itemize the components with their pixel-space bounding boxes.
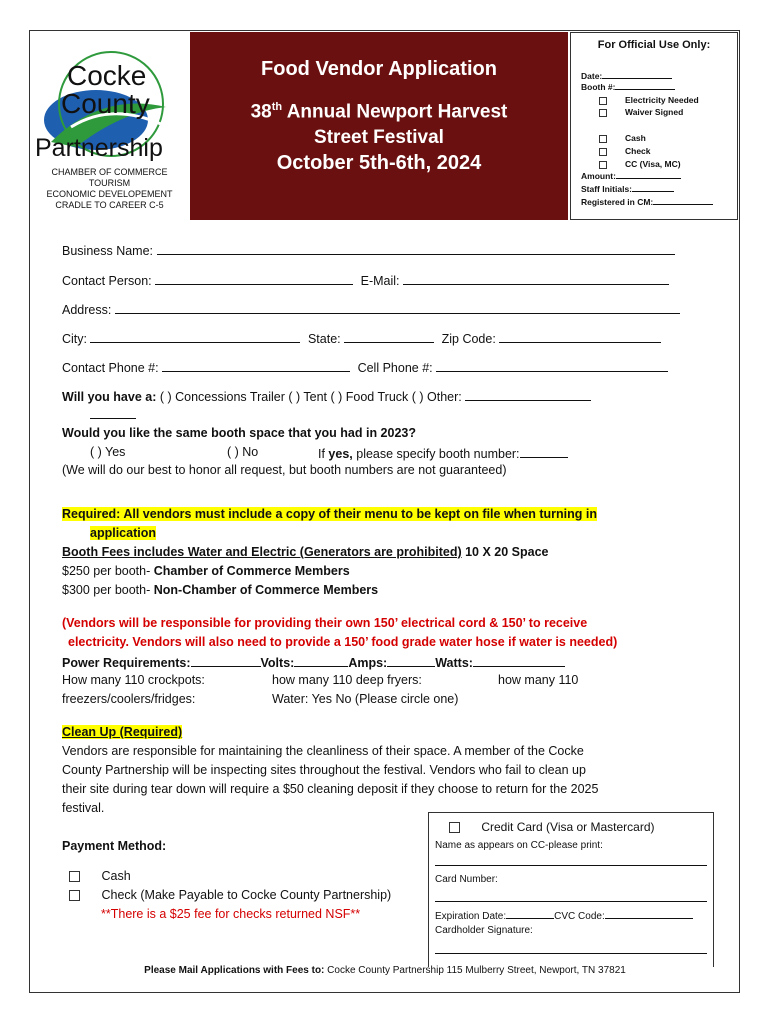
cell-phone-field[interactable] <box>436 357 668 372</box>
vendor-type-row <box>62 386 591 404</box>
other-field-cont[interactable] <box>90 406 136 419</box>
credit-card-box <box>428 812 714 967</box>
official-cc: CC (Visa, MC) <box>599 159 681 169</box>
cleanup-line-1: Vendors are responsible for maintaining the cleanliness of their space. A member of the Cocke <box>62 744 584 758</box>
pay-check-checkbox[interactable] <box>69 890 80 901</box>
booth-number-field[interactable] <box>520 445 568 458</box>
pay-cash-row <box>69 869 131 883</box>
edition-number: 38 <box>250 101 272 123</box>
watts-field[interactable] <box>473 654 565 667</box>
edition-line2: Street Festival <box>314 127 444 149</box>
city-row <box>62 328 661 346</box>
official-cash: Cash <box>599 133 646 143</box>
phone-row <box>62 357 668 375</box>
official-date: Date: <box>581 71 672 81</box>
howmany-label: how many 110 <box>498 673 579 687</box>
booth-number-row <box>318 445 568 461</box>
if-text: If <box>318 447 329 461</box>
logo-partnership: Partnership <box>35 134 163 162</box>
cleanup-heading: Clean Up (Required) <box>62 725 183 739</box>
expiry-label: Expiration Date: <box>435 911 507 922</box>
contact-phone-field[interactable] <box>162 357 350 372</box>
address-field[interactable] <box>115 299 680 314</box>
mail-footer-address: Cocke County Partnership 115 Mulberry Street, Newport, TN 37821 <box>327 965 626 976</box>
festival-name <box>190 94 568 151</box>
official-heading: For Official Use Only: <box>597 39 711 51</box>
other-continuation <box>90 406 136 422</box>
vendor-type-label: Will you have a: <box>62 390 157 404</box>
zip-field[interactable] <box>499 328 661 343</box>
zip-label: Zip Code: <box>441 332 496 346</box>
expiry-field[interactable] <box>506 908 554 919</box>
fee-non-chamber: $300 per booth- Non-Chamber of Commerce Members <box>62 583 379 597</box>
festival-dates: October 5th-6th, 2024 <box>276 152 482 174</box>
cell-phone-label: Cell Phone #: <box>357 361 433 375</box>
state-field[interactable] <box>344 328 434 343</box>
email-label: E-Mail: <box>360 274 400 288</box>
freezers-label: freezers/coolers/fridges: <box>62 692 196 706</box>
business-name-row <box>62 240 675 258</box>
power-field[interactable] <box>191 654 261 667</box>
cvc-label: CVC Code: <box>554 911 605 922</box>
pay-cash-label: Cash <box>101 869 131 883</box>
payment-heading: Payment Method: <box>62 839 167 853</box>
card-number-field[interactable] <box>435 901 707 902</box>
address-row <box>62 299 680 317</box>
edition-text: Annual Newport Harvest <box>282 101 508 123</box>
contact-person-label: Contact Person: <box>62 274 152 288</box>
official-amount: Amount: <box>581 171 681 181</box>
fee-chamber: $250 per booth- Chamber of Commerce Members <box>62 564 350 578</box>
logo-sub-3: ECONOMIC DEVELOPEMENT <box>46 189 173 199</box>
nsf-notice: **There is a $25 fee for checks returned NSF** <box>101 907 361 921</box>
logo-sub-4: CRADLE TO CAREER C-5 <box>55 200 164 210</box>
cc-name-field[interactable] <box>435 865 707 866</box>
menu-requirement: Required: All vendors must include a copy of their menu to be kept on file when turning in <box>62 507 597 521</box>
signature-label: Cardholder Signature: <box>435 925 533 936</box>
state-label: State: <box>307 332 341 346</box>
form-title: Food Vendor Application <box>261 58 497 80</box>
contact-person-field[interactable] <box>155 270 353 285</box>
email-field[interactable] <box>403 270 669 285</box>
honor-note: (We will do our best to honor all request, but booth numbers are not guaranteed) <box>62 463 507 477</box>
pay-cash-checkbox[interactable] <box>69 871 80 882</box>
same-booth-yes[interactable]: ( ) Yes <box>90 445 126 459</box>
logo <box>31 32 188 220</box>
contact-phone-label: Contact Phone #: <box>62 361 159 375</box>
cleanup-line-3: their site during tear down will require a $50 cleaning deposit if they choose to return for the 2025 <box>62 782 599 796</box>
city-field[interactable] <box>90 328 300 343</box>
power-row: Power Requirements: Volts: Amps: Watts: <box>62 654 565 670</box>
cleanup-line-4: festival. <box>62 801 105 815</box>
pay-check-label: Check (Make Payable to Cocke County Partnership) <box>101 888 392 902</box>
official-staff: Staff Initials: <box>581 184 674 194</box>
edition-suffix: th <box>271 101 283 113</box>
official-electricity: Electricity Needed <box>599 95 699 105</box>
expiry-row <box>435 908 693 922</box>
cord-notice-2: electricity. Vendors will also need to provide a 150’ food grade water hose if water is needed) <box>68 635 618 649</box>
other-field[interactable] <box>465 386 591 401</box>
pay-credit-row <box>449 820 655 834</box>
if-yes-text: yes, <box>328 447 353 461</box>
official-booth: Booth #: <box>581 82 675 92</box>
crockpots-label: How many 110 crockpots: <box>62 673 205 687</box>
card-number-label: Card Number: <box>435 874 498 885</box>
pay-check-row <box>69 888 391 902</box>
official-registered: Registered in CM: <box>581 197 713 207</box>
logo-sub-1: CHAMBER OF COMMERCE <box>51 167 168 177</box>
title-banner <box>190 32 568 220</box>
volts-field[interactable] <box>294 654 348 667</box>
booth-number-label: please specify booth number: <box>352 447 520 461</box>
cleanup-line-2: County Partnership will be inspecting sites throughout the festival. Vendors who fail to clean up <box>62 763 586 777</box>
address-label: Address: <box>62 303 112 317</box>
cvc-field[interactable] <box>605 908 693 919</box>
mail-footer-label: Please Mail Applications with Fees to: <box>144 965 328 976</box>
business-name-field[interactable] <box>157 240 675 255</box>
vendor-type-options[interactable]: ( ) Concessions Trailer ( ) Tent ( ) Food Truck ( ) Other: <box>159 390 462 404</box>
official-use-box <box>570 32 738 220</box>
official-waiver: Waiver Signed <box>599 107 683 117</box>
city-label: City: <box>62 332 87 346</box>
water-choice[interactable]: Water: Yes No (Please circle one) <box>272 692 459 706</box>
same-booth-no[interactable]: ( ) No <box>227 445 259 459</box>
cord-notice-1: (Vendors will be responsible for providing their own 150’ electrical cord & 150’ to receive <box>62 616 588 630</box>
cc-name-label: Name as appears on CC-please print: <box>435 840 603 851</box>
menu-requirement-cont: application <box>90 526 156 540</box>
official-check: Check <box>599 146 651 156</box>
pay-credit-label: Credit Card (Visa or Mastercard) <box>481 820 655 834</box>
logo-sub-2: TOURISM <box>88 178 131 188</box>
mail-footer <box>0 965 770 976</box>
logo-cocke: Cocke <box>67 60 147 91</box>
booth-fees-heading: Booth Fees includes Water and Electric (Generators are prohibited) 10 X 20 Space <box>62 545 549 559</box>
fryers-label: how many 110 deep fryers: <box>272 673 422 687</box>
contact-row <box>62 270 669 288</box>
logo-county: County <box>61 88 150 119</box>
pay-credit-checkbox[interactable] <box>449 822 460 833</box>
business-name-label: Business Name: <box>62 244 154 258</box>
same-booth-question: Would you like the same booth space that you had in 2023? <box>62 426 417 440</box>
signature-field[interactable] <box>435 953 707 954</box>
amps-field[interactable] <box>387 654 435 667</box>
